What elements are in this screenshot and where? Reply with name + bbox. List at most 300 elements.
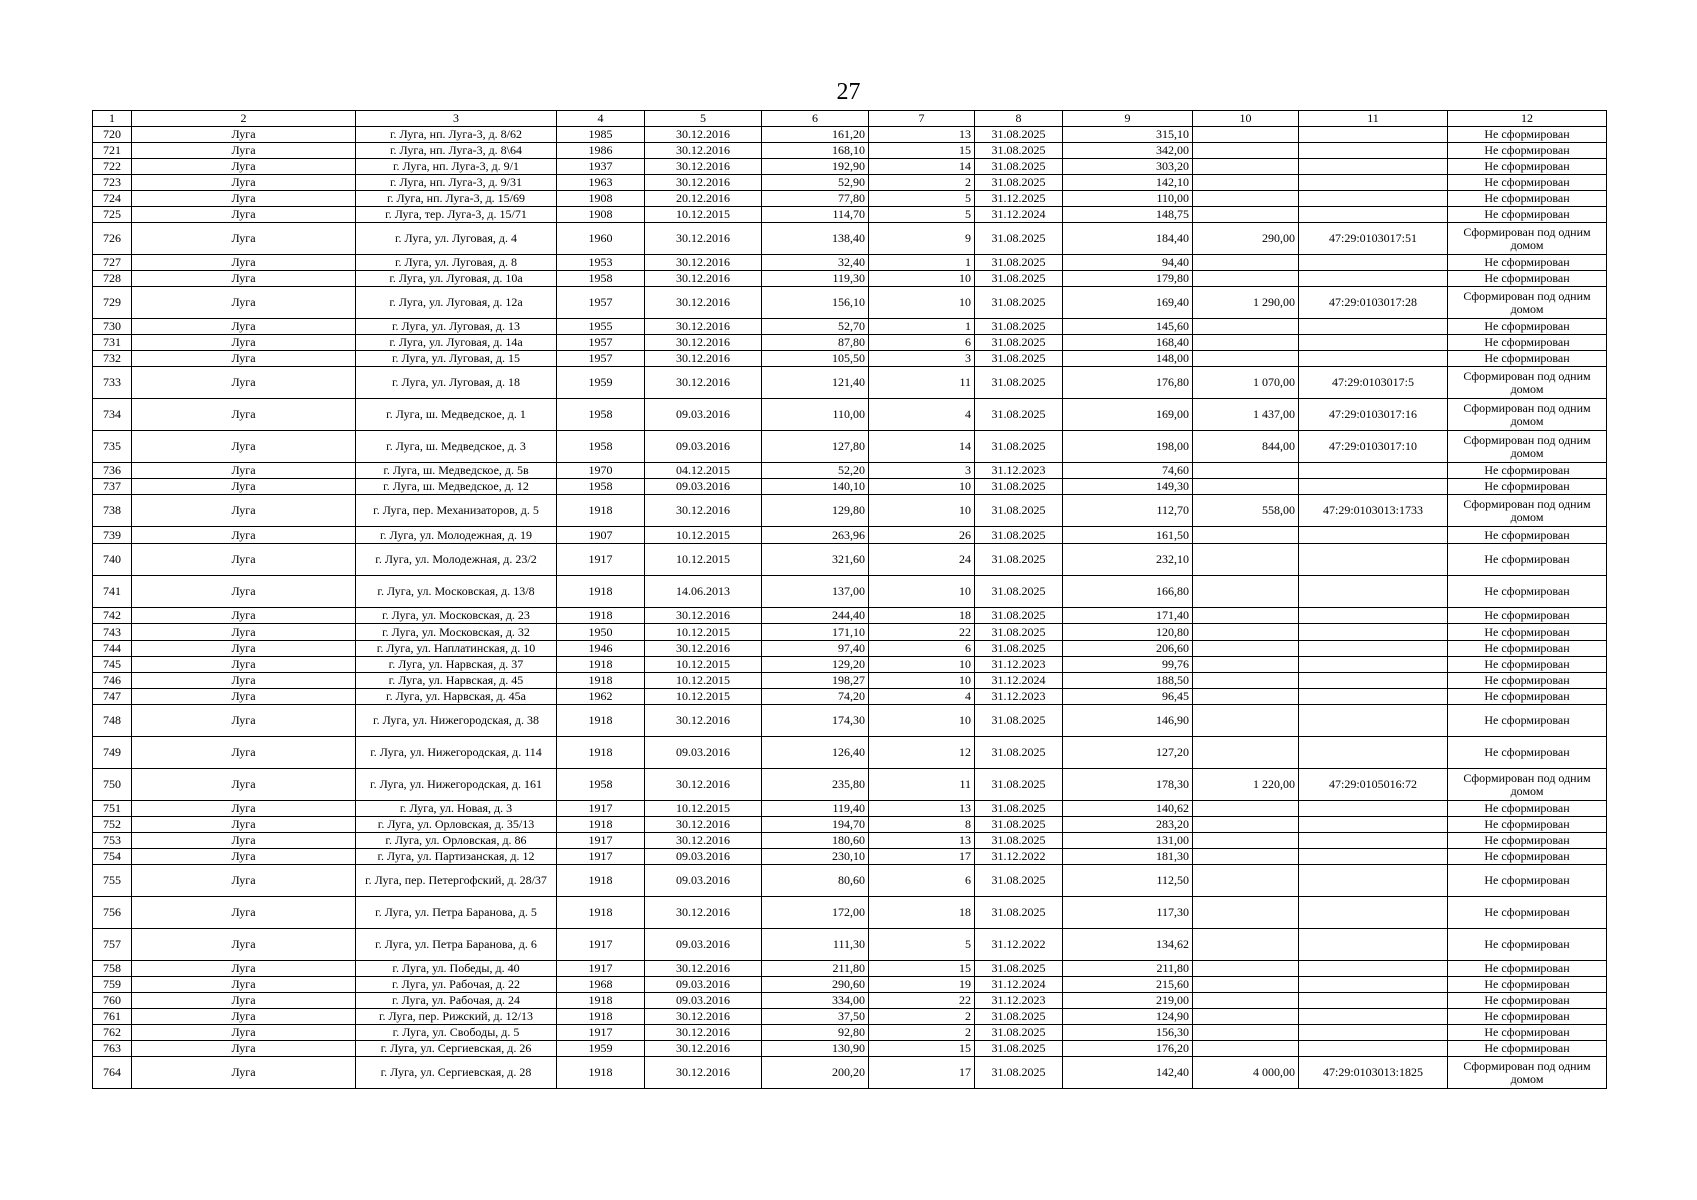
residents-cell: 1 (869, 255, 975, 271)
cadastral-number-cell (1299, 191, 1448, 207)
residents-cell: 3 (869, 463, 975, 479)
value-cell: 142,10 (1063, 175, 1193, 191)
settlement-cell: Луга (132, 159, 356, 175)
deadline-cell: 31.08.2025 (975, 961, 1063, 977)
value-cell: 171,40 (1063, 608, 1193, 624)
deadline-cell: 31.08.2025 (975, 544, 1063, 576)
date-cell: 10.12.2015 (645, 673, 762, 689)
address-cell: г. Луга, ул. Орловская, д. 86 (356, 833, 557, 849)
cadastral-number-cell (1299, 801, 1448, 817)
settlement-cell: Луга (132, 1009, 356, 1025)
year-cell: 1958 (557, 399, 645, 431)
cadastral-number-cell (1299, 849, 1448, 865)
year-cell: 1963 (557, 175, 645, 191)
year-cell: 1960 (557, 223, 645, 255)
settlement-cell: Луга (132, 287, 356, 319)
land-area-cell (1193, 351, 1299, 367)
row-number-cell: 725 (93, 207, 132, 223)
settlement-cell: Луга (132, 801, 356, 817)
status-cell: Сформирован под одним домом (1448, 431, 1607, 463)
table-row (93, 271, 1607, 287)
year-cell: 1917 (557, 849, 645, 865)
row-number-cell: 730 (93, 319, 132, 335)
deadline-cell: 31.08.2025 (975, 479, 1063, 495)
table-row (93, 993, 1607, 1009)
value-cell: 96,45 (1063, 689, 1193, 705)
settlement-cell: Луга (132, 431, 356, 463)
status-cell: Сформирован под одним домом (1448, 223, 1607, 255)
year-cell: 1917 (557, 833, 645, 849)
column-number-header: 5 (645, 111, 762, 127)
area-cell: 156,10 (762, 287, 869, 319)
deadline-cell: 31.08.2025 (975, 159, 1063, 175)
table-row (93, 223, 1607, 255)
status-cell: Не сформирован (1448, 657, 1607, 673)
area-cell: 230,10 (762, 849, 869, 865)
date-cell: 30.12.2016 (645, 495, 762, 527)
cadastral-number-cell (1299, 351, 1448, 367)
residents-cell: 13 (869, 127, 975, 143)
area-cell: 52,70 (762, 319, 869, 335)
area-cell: 127,80 (762, 431, 869, 463)
deadline-cell: 31.08.2025 (975, 399, 1063, 431)
status-cell: Не сформирован (1448, 689, 1607, 705)
status-cell: Сформирован под одним домом (1448, 367, 1607, 399)
residents-cell: 2 (869, 175, 975, 191)
land-area-cell (1193, 737, 1299, 769)
year-cell: 1957 (557, 351, 645, 367)
value-cell: 161,50 (1063, 527, 1193, 544)
status-cell: Сформирован под одним домом (1448, 495, 1607, 527)
address-cell: г. Луга, ул. Сергиевская, д. 26 (356, 1041, 557, 1057)
row-number-cell: 748 (93, 705, 132, 737)
row-number-cell: 760 (93, 993, 132, 1009)
land-area-cell (1193, 673, 1299, 689)
deadline-cell: 31.08.2025 (975, 1025, 1063, 1041)
residents-cell: 9 (869, 223, 975, 255)
area-cell: 110,00 (762, 399, 869, 431)
row-number-cell: 757 (93, 929, 132, 961)
land-area-cell (1193, 641, 1299, 657)
area-cell: 263,96 (762, 527, 869, 544)
table-row (93, 641, 1607, 657)
area-cell: 200,20 (762, 1057, 869, 1089)
address-cell: г. Луга, нп. Луга-3, д. 8\64 (356, 143, 557, 159)
deadline-cell: 31.08.2025 (975, 801, 1063, 817)
deadline-cell: 31.08.2025 (975, 431, 1063, 463)
value-cell: 176,80 (1063, 367, 1193, 399)
cadastral-number-cell (1299, 865, 1448, 897)
address-cell: г. Луга, ул. Рабочая, д. 24 (356, 993, 557, 1009)
cadastral-number-cell (1299, 1041, 1448, 1057)
column-number-header: 9 (1063, 111, 1193, 127)
year-cell: 1918 (557, 865, 645, 897)
row-number-cell: 758 (93, 961, 132, 977)
row-number-cell: 735 (93, 431, 132, 463)
land-area-cell (1193, 175, 1299, 191)
table-row (93, 897, 1607, 929)
row-number-cell: 739 (93, 527, 132, 544)
status-cell: Не сформирован (1448, 849, 1607, 865)
value-cell: 148,75 (1063, 207, 1193, 223)
land-area-cell (1193, 897, 1299, 929)
value-cell: 198,00 (1063, 431, 1193, 463)
area-cell: 140,10 (762, 479, 869, 495)
settlement-cell: Луга (132, 977, 356, 993)
status-cell: Не сформирован (1448, 207, 1607, 223)
residents-cell: 10 (869, 673, 975, 689)
year-cell: 1918 (557, 817, 645, 833)
address-cell: г. Луга, ул. Орловская, д. 35/13 (356, 817, 557, 833)
cadastral-number-cell: 47:29:0103017:5 (1299, 367, 1448, 399)
cadastral-number-cell: 47:29:0103017:16 (1299, 399, 1448, 431)
residents-cell: 15 (869, 1041, 975, 1057)
settlement-cell: Луга (132, 479, 356, 495)
date-cell: 30.12.2016 (645, 367, 762, 399)
column-number-header: 12 (1448, 111, 1607, 127)
settlement-cell: Луга (132, 271, 356, 287)
value-cell: 283,20 (1063, 817, 1193, 833)
residents-cell: 10 (869, 576, 975, 608)
value-cell: 134,62 (1063, 929, 1193, 961)
date-cell: 10.12.2015 (645, 801, 762, 817)
land-area-cell: 844,00 (1193, 431, 1299, 463)
address-cell: г. Луга, ул. Нарвская, д. 45а (356, 689, 557, 705)
cadastral-number-cell (1299, 673, 1448, 689)
year-cell: 1985 (557, 127, 645, 143)
cadastral-number-cell (1299, 527, 1448, 544)
cadastral-number-cell (1299, 479, 1448, 495)
date-cell: 30.12.2016 (645, 705, 762, 737)
area-cell: 80,60 (762, 865, 869, 897)
table-row (93, 801, 1607, 817)
land-area-cell (1193, 961, 1299, 977)
area-cell: 168,10 (762, 143, 869, 159)
deadline-cell: 31.08.2025 (975, 255, 1063, 271)
land-area-cell: 1 437,00 (1193, 399, 1299, 431)
table-row (93, 544, 1607, 576)
status-cell: Не сформирован (1448, 127, 1607, 143)
settlement-cell: Луга (132, 399, 356, 431)
deadline-cell: 31.12.2024 (975, 207, 1063, 223)
year-cell: 1962 (557, 689, 645, 705)
row-number-cell: 732 (93, 351, 132, 367)
settlement-cell: Луга (132, 705, 356, 737)
address-cell: г. Луга, нп. Луга-3, д. 9/31 (356, 175, 557, 191)
status-cell: Не сформирован (1448, 833, 1607, 849)
status-cell: Не сформирован (1448, 737, 1607, 769)
date-cell: 30.12.2016 (645, 175, 762, 191)
residents-cell: 3 (869, 351, 975, 367)
table-row (93, 495, 1607, 527)
row-number-cell: 749 (93, 737, 132, 769)
deadline-cell: 31.08.2025 (975, 624, 1063, 641)
land-area-cell (1193, 479, 1299, 495)
date-cell: 09.03.2016 (645, 977, 762, 993)
year-cell: 1958 (557, 479, 645, 495)
status-cell: Не сформирован (1448, 479, 1607, 495)
date-cell: 09.03.2016 (645, 993, 762, 1009)
year-cell: 1918 (557, 495, 645, 527)
land-area-cell (1193, 624, 1299, 641)
value-cell: 179,80 (1063, 271, 1193, 287)
address-cell: г. Луга, ул. Луговая, д. 10а (356, 271, 557, 287)
land-area-cell (1193, 817, 1299, 833)
residents-cell: 15 (869, 961, 975, 977)
area-cell: 137,00 (762, 576, 869, 608)
date-cell: 14.06.2013 (645, 576, 762, 608)
cadastral-number-cell (1299, 544, 1448, 576)
address-cell: г. Луга, ш. Медведское, д. 3 (356, 431, 557, 463)
settlement-cell: Луга (132, 689, 356, 705)
status-cell: Не сформирован (1448, 897, 1607, 929)
date-cell: 09.03.2016 (645, 431, 762, 463)
deadline-cell: 31.08.2025 (975, 576, 1063, 608)
area-cell: 77,80 (762, 191, 869, 207)
value-cell: 211,80 (1063, 961, 1193, 977)
table-row (93, 833, 1607, 849)
land-area-cell (1193, 207, 1299, 223)
value-cell: 145,60 (1063, 319, 1193, 335)
status-cell: Не сформирован (1448, 319, 1607, 335)
date-cell: 30.12.2016 (645, 223, 762, 255)
cadastral-number-cell: 47:29:0103017:51 (1299, 223, 1448, 255)
area-cell: 114,70 (762, 207, 869, 223)
settlement-cell: Луга (132, 737, 356, 769)
address-cell: г. Луга, ул. Московская, д. 13/8 (356, 576, 557, 608)
value-cell: 315,10 (1063, 127, 1193, 143)
column-number-header: 8 (975, 111, 1063, 127)
settlement-cell: Луга (132, 849, 356, 865)
area-cell: 321,60 (762, 544, 869, 576)
row-number-cell: 727 (93, 255, 132, 271)
table-row (93, 143, 1607, 159)
year-cell: 1970 (557, 463, 645, 479)
row-number-cell: 753 (93, 833, 132, 849)
year-cell: 1953 (557, 255, 645, 271)
area-cell: 198,27 (762, 673, 869, 689)
settlement-cell: Луга (132, 527, 356, 544)
residents-cell: 14 (869, 431, 975, 463)
table-row (93, 191, 1607, 207)
area-cell: 52,20 (762, 463, 869, 479)
table-row (93, 576, 1607, 608)
row-number-cell: 723 (93, 175, 132, 191)
settlement-cell: Луга (132, 335, 356, 351)
value-cell: 140,62 (1063, 801, 1193, 817)
cadastral-number-cell (1299, 705, 1448, 737)
area-cell: 119,40 (762, 801, 869, 817)
table-row (93, 431, 1607, 463)
deadline-cell: 31.08.2025 (975, 527, 1063, 544)
land-area-cell (1193, 608, 1299, 624)
date-cell: 30.12.2016 (645, 833, 762, 849)
residents-cell: 15 (869, 143, 975, 159)
residents-cell: 13 (869, 833, 975, 849)
column-number-header: 3 (356, 111, 557, 127)
area-cell: 92,80 (762, 1025, 869, 1041)
status-cell: Не сформирован (1448, 961, 1607, 977)
residents-cell: 4 (869, 399, 975, 431)
settlement-cell: Луга (132, 175, 356, 191)
row-number-cell: 764 (93, 1057, 132, 1089)
year-cell: 1986 (557, 143, 645, 159)
value-cell: 124,90 (1063, 1009, 1193, 1025)
row-number-cell: 740 (93, 544, 132, 576)
residents-cell: 26 (869, 527, 975, 544)
address-cell: г. Луга, ул. Нижегородская, д. 114 (356, 737, 557, 769)
address-cell: г. Луга, ул. Нарвская, д. 37 (356, 657, 557, 673)
residents-cell: 12 (869, 737, 975, 769)
area-cell: 235,80 (762, 769, 869, 801)
value-cell: 168,40 (1063, 335, 1193, 351)
status-cell: Не сформирован (1448, 143, 1607, 159)
deadline-cell: 31.08.2025 (975, 705, 1063, 737)
land-area-cell (1193, 657, 1299, 673)
land-area-cell (1193, 865, 1299, 897)
deadline-cell: 31.08.2025 (975, 817, 1063, 833)
address-cell: г. Луга, ул. Молодежная, д. 23/2 (356, 544, 557, 576)
table-row (93, 527, 1607, 544)
date-cell: 09.03.2016 (645, 849, 762, 865)
residents-cell: 8 (869, 817, 975, 833)
status-cell: Не сформирован (1448, 1009, 1607, 1025)
address-cell: г. Луга, ул. Нижегородская, д. 161 (356, 769, 557, 801)
cadastral-number-cell (1299, 255, 1448, 271)
cadastral-number-cell: 47:29:0103013:1825 (1299, 1057, 1448, 1089)
area-cell: 211,80 (762, 961, 869, 977)
status-cell: Не сформирован (1448, 159, 1607, 175)
area-cell: 180,60 (762, 833, 869, 849)
deadline-cell: 31.08.2025 (975, 271, 1063, 287)
settlement-cell: Луга (132, 657, 356, 673)
value-cell: 176,20 (1063, 1041, 1193, 1057)
value-cell: 131,00 (1063, 833, 1193, 849)
address-cell: г. Луга, ул. Луговая, д. 4 (356, 223, 557, 255)
land-area-cell (1193, 993, 1299, 1009)
address-cell: г. Луга, ул. Наплатинская, д. 10 (356, 641, 557, 657)
date-cell: 30.12.2016 (645, 127, 762, 143)
cadastral-number-cell (1299, 1025, 1448, 1041)
column-number-header: 6 (762, 111, 869, 127)
table-row (93, 1041, 1607, 1057)
date-cell: 10.12.2015 (645, 657, 762, 673)
address-cell: г. Луга, ул. Нарвская, д. 45 (356, 673, 557, 689)
settlement-cell: Луга (132, 143, 356, 159)
settlement-cell: Луга (132, 929, 356, 961)
date-cell: 10.12.2015 (645, 207, 762, 223)
residents-cell: 10 (869, 705, 975, 737)
status-cell: Не сформирован (1448, 817, 1607, 833)
residents-cell: 1 (869, 319, 975, 335)
land-area-cell (1193, 1025, 1299, 1041)
cadastral-number-cell: 47:29:0103017:10 (1299, 431, 1448, 463)
address-cell: г. Луга, ул. Свободы, д. 5 (356, 1025, 557, 1041)
deadline-cell: 31.08.2025 (975, 1041, 1063, 1057)
row-number-cell: 750 (93, 769, 132, 801)
year-cell: 1918 (557, 705, 645, 737)
cadastral-number-cell (1299, 576, 1448, 608)
land-area-cell (1193, 127, 1299, 143)
address-cell: г. Луга, ул. Партизанская, д. 12 (356, 849, 557, 865)
residents-cell: 17 (869, 849, 975, 865)
land-area-cell (1193, 255, 1299, 271)
table-row (93, 399, 1607, 431)
address-cell: г. Луга, ул. Новая, д. 3 (356, 801, 557, 817)
year-cell: 1918 (557, 993, 645, 1009)
cadastral-number-cell (1299, 929, 1448, 961)
year-cell: 1918 (557, 737, 645, 769)
value-cell: 342,00 (1063, 143, 1193, 159)
address-cell: г. Луга, нп. Луга-3, д. 9/1 (356, 159, 557, 175)
row-number-cell: 756 (93, 897, 132, 929)
deadline-cell: 31.08.2025 (975, 335, 1063, 351)
row-number-cell: 721 (93, 143, 132, 159)
date-cell: 10.12.2015 (645, 689, 762, 705)
page-number: 27 (836, 79, 861, 105)
area-cell: 121,40 (762, 367, 869, 399)
table-row (93, 624, 1607, 641)
status-cell: Не сформирован (1448, 191, 1607, 207)
address-cell: г. Луга, ул. Луговая, д. 15 (356, 351, 557, 367)
date-cell: 30.12.2016 (645, 641, 762, 657)
land-area-cell (1193, 159, 1299, 175)
residents-cell: 4 (869, 689, 975, 705)
date-cell: 10.12.2015 (645, 544, 762, 576)
residents-cell: 11 (869, 367, 975, 399)
land-area-cell (1193, 191, 1299, 207)
table-row (93, 175, 1607, 191)
settlement-cell: Луга (132, 817, 356, 833)
address-cell: г. Луга, ул. Луговая, д. 13 (356, 319, 557, 335)
value-cell: 112,70 (1063, 495, 1193, 527)
land-area-cell: 290,00 (1193, 223, 1299, 255)
settlement-cell: Луга (132, 544, 356, 576)
table-row (93, 367, 1607, 399)
row-number-cell: 726 (93, 223, 132, 255)
column-number-header: 7 (869, 111, 975, 127)
value-cell: 184,40 (1063, 223, 1193, 255)
status-cell: Не сформирован (1448, 993, 1607, 1009)
table-row (93, 865, 1607, 897)
year-cell: 1917 (557, 1025, 645, 1041)
row-number-cell: 746 (93, 673, 132, 689)
row-number-cell: 763 (93, 1041, 132, 1057)
year-cell: 1917 (557, 929, 645, 961)
cadastral-number-cell (1299, 833, 1448, 849)
deadline-cell: 31.12.2023 (975, 657, 1063, 673)
area-cell: 244,40 (762, 608, 869, 624)
value-cell: 146,90 (1063, 705, 1193, 737)
table-row (93, 817, 1607, 833)
status-cell: Не сформирован (1448, 608, 1607, 624)
address-cell: г. Луга, ш. Медведское, д. 1 (356, 399, 557, 431)
address-cell: г. Луга, пер. Рижский, д. 12/13 (356, 1009, 557, 1025)
year-cell: 1957 (557, 335, 645, 351)
cadastral-number-cell (1299, 993, 1448, 1009)
residents-cell: 10 (869, 479, 975, 495)
area-cell: 97,40 (762, 641, 869, 657)
address-cell: г. Луга, ул. Рабочая, д. 22 (356, 977, 557, 993)
deadline-cell: 31.12.2023 (975, 689, 1063, 705)
table-row (93, 319, 1607, 335)
deadline-cell: 31.08.2025 (975, 175, 1063, 191)
status-cell: Не сформирован (1448, 929, 1607, 961)
deadline-cell: 31.08.2025 (975, 319, 1063, 335)
status-cell: Не сформирован (1448, 1025, 1607, 1041)
deadline-cell: 31.08.2025 (975, 641, 1063, 657)
address-cell: г. Луга, нп. Луга-3, д. 15/69 (356, 191, 557, 207)
